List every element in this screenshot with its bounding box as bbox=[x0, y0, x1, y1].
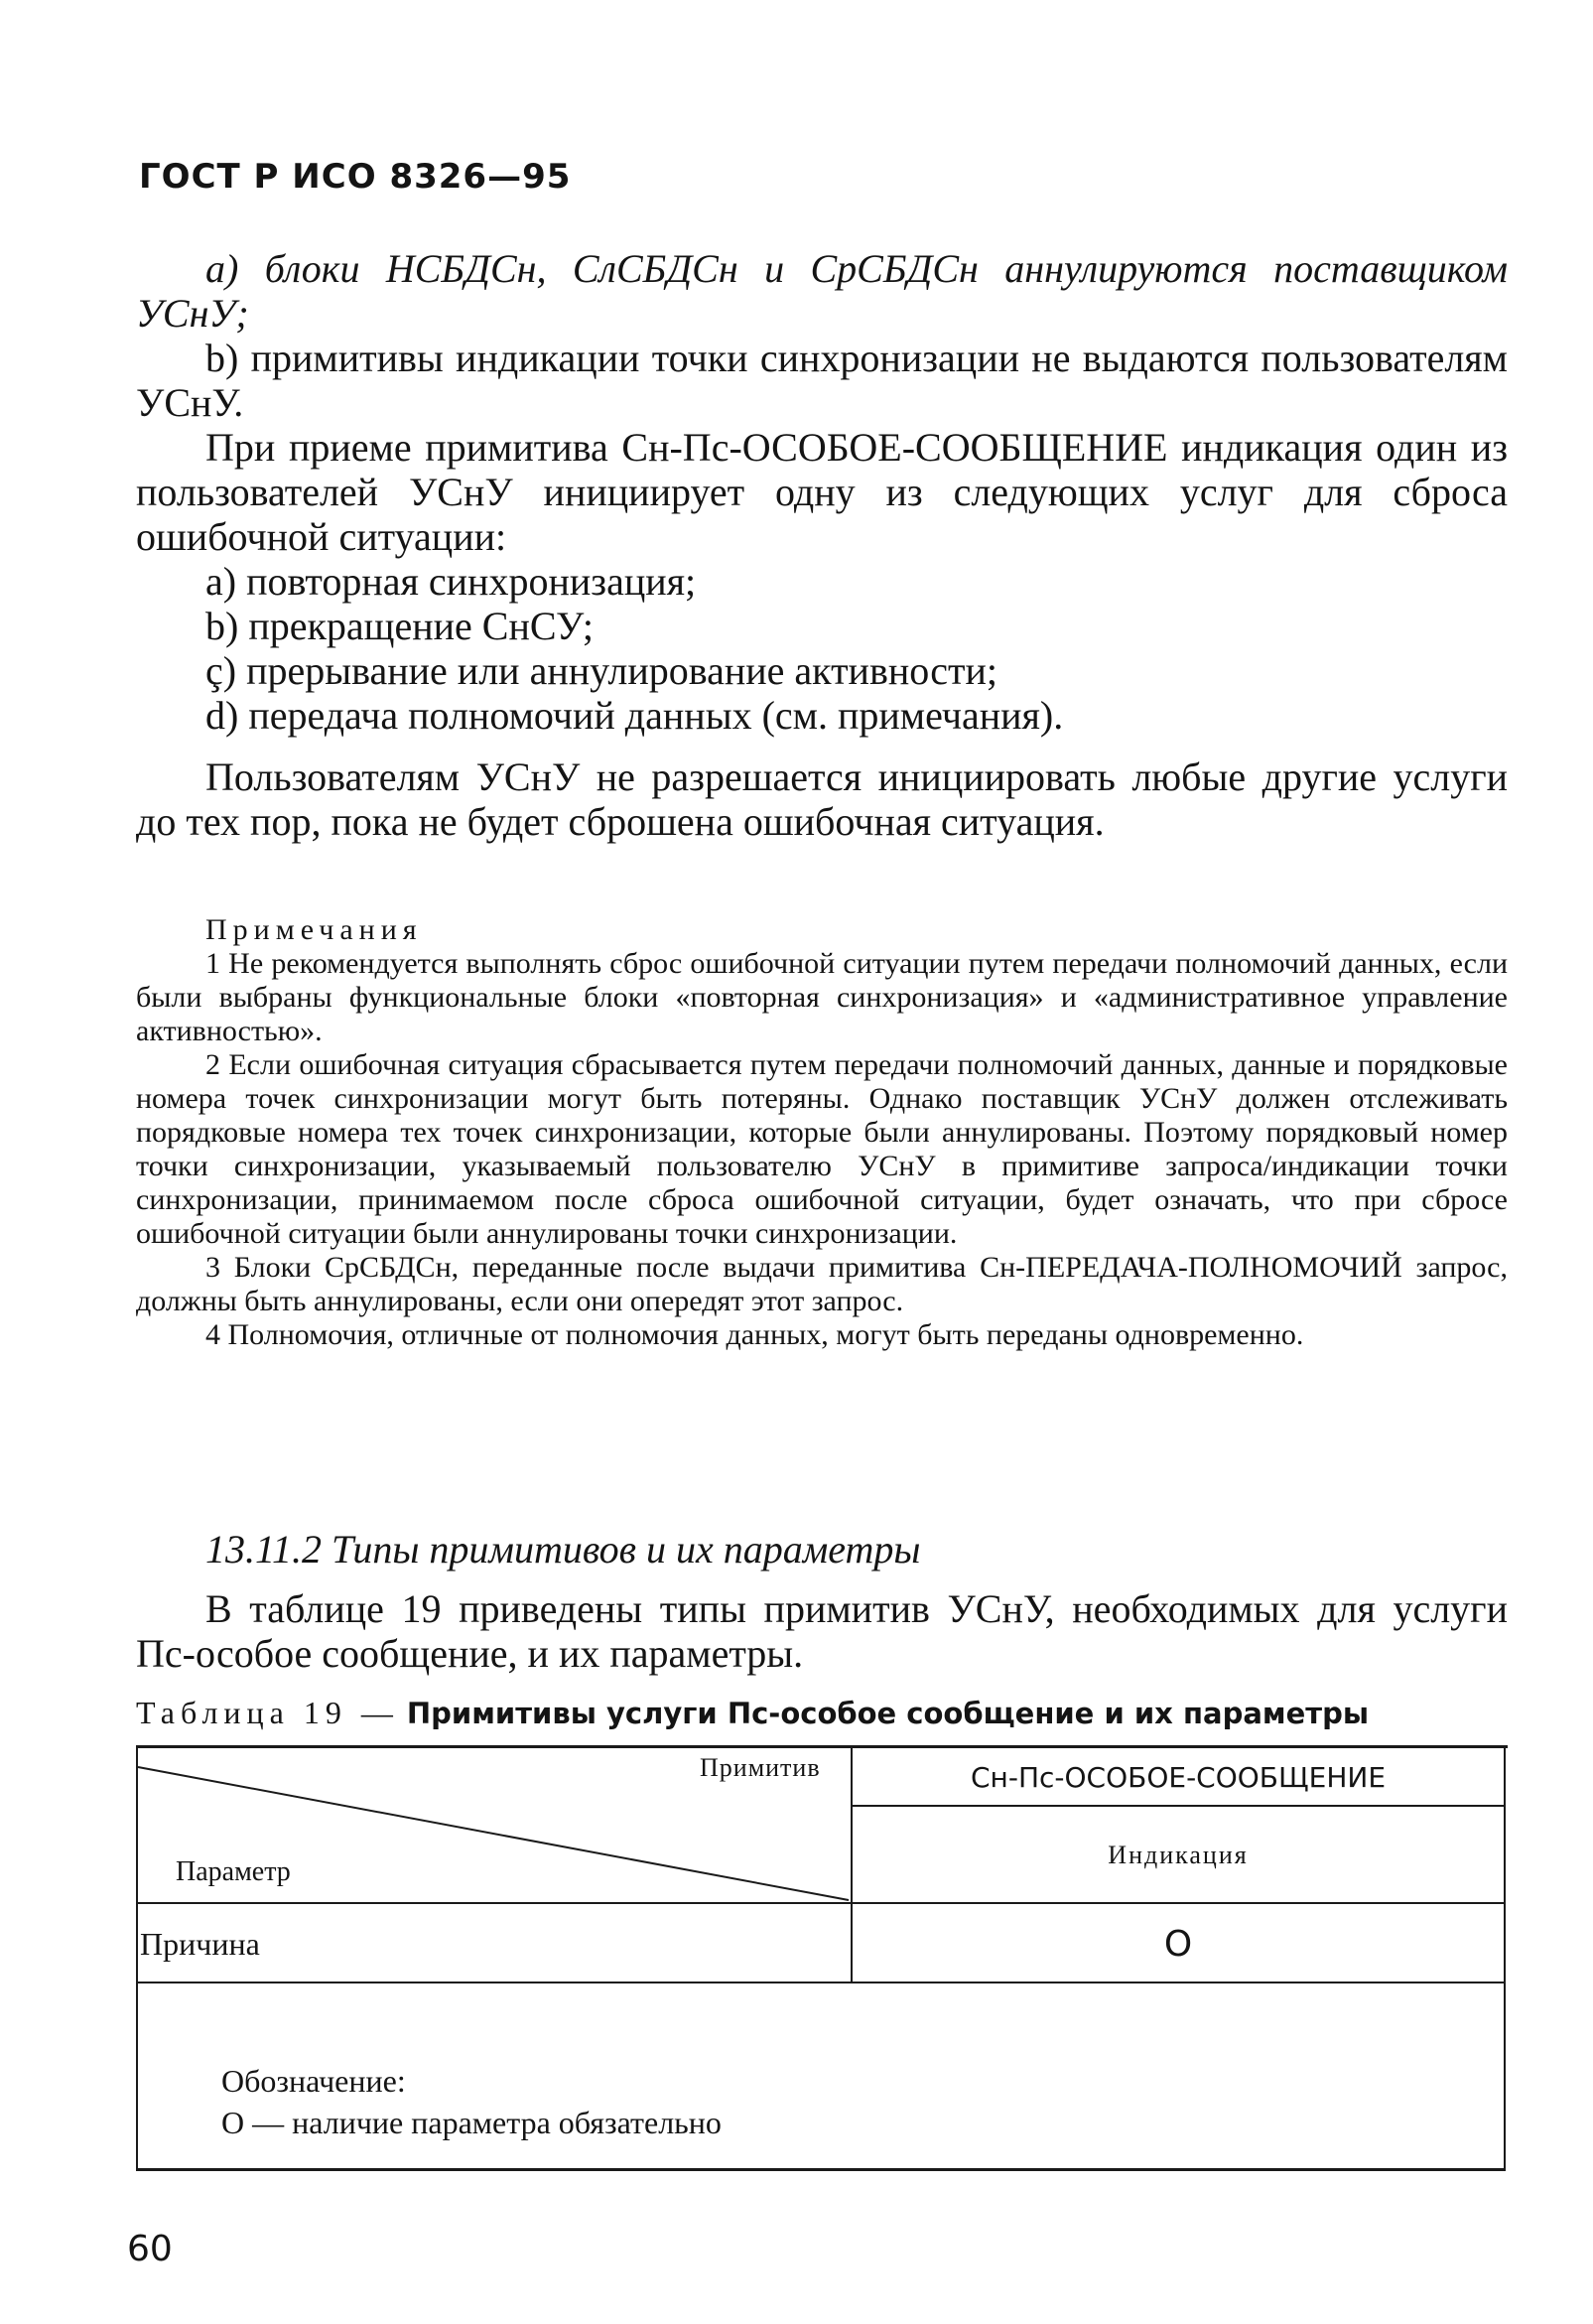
table-caption bbox=[136, 1695, 1369, 1731]
table-legend-text: О — наличие параметра обязательно bbox=[221, 2105, 722, 2140]
service-item-terminate: b) прекращение СнСУ; bbox=[205, 604, 594, 648]
users-paragraph-block bbox=[136, 754, 1508, 844]
note-4: 4 Полномочия, отличные от полномочия данных, могут быть переданы одновременно. bbox=[205, 1318, 1304, 1351]
table-primitive-header: Сн-Пс-ОСОБОЕ-СООБЩЕНИЕ bbox=[970, 1761, 1387, 1794]
note-1: 1 Не рекомендуется выполнять сброс ошибочной ситуации путем передачи полномочий данных, если были выбраны функциональные блоки «повторная синхронизация» и «административное управление активностью». bbox=[136, 947, 1508, 1047]
note-2: 2 Если ошибочная ситуация сбрасывается путем передачи полномочий данных, данные и порядковые номера точек синхронизации могут быть потеряны. Однако поставщик УСнУ должен отслеживать порядковые номера тех точек синхронизации, которые были аннулированы. Поэтому порядковый номер точки синхронизации, указываемый пользователю УСнУ в примитиве запроса/индикации точки синхронизации, принимаемом после сброса ошибочной ситуации, будет означать, что при сбросе ошибочной ситуации были аннулированы точки синхронизации. bbox=[136, 1048, 1508, 1250]
table-caption-title: Примитивы услуги Пс-особое сообщение и их параметры bbox=[406, 1697, 1370, 1730]
table-bottom-rule bbox=[136, 2168, 1506, 2171]
intro-list bbox=[136, 246, 1508, 425]
service-item-interrupt: ç) прерывание или аннулирование активности; bbox=[205, 648, 998, 693]
services-list bbox=[136, 559, 1508, 738]
table-row-rule bbox=[136, 1982, 1506, 1983]
intro-item-a: а) блоки НСБДСн, СлСБДСн и СрСБДСн аннулируются поставщиком УСнУ; bbox=[136, 246, 1508, 336]
table-caption-prefix: Таблица 19 — bbox=[136, 1695, 399, 1730]
note-3: 3 Блоки СрСБДСн, переданные после выдачи примитива Сн-ПЕРЕДАЧА-ПОЛНОМОЧИЙ запрос, должны быть аннулированы, если они опередят этот запрос. bbox=[136, 1251, 1508, 1317]
table-right-border bbox=[1504, 1745, 1506, 2170]
table-legend-title: Обозначение: bbox=[221, 2063, 406, 2099]
primitives-table bbox=[136, 1745, 1508, 2172]
reception-paragraph-block bbox=[136, 425, 1508, 559]
reception-paragraph: При приеме примитива Сн-Пс-ОСОБОЕ-СООБЩЕНИЕ индикация один из пользователей УСнУ инициирует одну из следующих услуг для сброса ошибочной ситуации: bbox=[136, 425, 1508, 559]
intro-item-b: b) примитивы индикации точки синхронизации не выдаются пользователям УСнУ. bbox=[136, 336, 1508, 425]
table-row-param: Причина bbox=[140, 1926, 260, 1962]
table-intro-paragraph: В таблице 19 приведены типы примитив УСнУ, необходимых для услуги Пс-особое сообщение, и их параметры. bbox=[136, 1586, 1508, 1676]
users-paragraph: Пользователям УСнУ не разрешается инициировать любые другие услуги до тех пор, пока не будет сброшена ошибочная ситуация. bbox=[136, 754, 1508, 844]
table-corner-parameter: Параметр bbox=[176, 1856, 291, 1887]
service-item-transfer: d) передача полномочий данных (см. примечания). bbox=[205, 693, 1064, 738]
page-number: 60 bbox=[127, 2229, 173, 2269]
section-title: 13.11.2 Типы примитивов и их параметры bbox=[205, 1527, 921, 1572]
table-row-value: О bbox=[1163, 1924, 1193, 1965]
notes-heading: Примечания bbox=[205, 913, 423, 946]
notes-block bbox=[136, 913, 1508, 1352]
table-subheader-rule bbox=[853, 1805, 1504, 1807]
table-corner-primitive: Примитив bbox=[700, 1753, 821, 1782]
table-indication-header: Индикация bbox=[1108, 1841, 1249, 1869]
service-item-resync: а) повторная синхронизация; bbox=[205, 559, 697, 604]
table-intro-block bbox=[136, 1586, 1508, 1676]
document-header: ГОСТ Р ИСО 8326—95 bbox=[139, 157, 572, 197]
